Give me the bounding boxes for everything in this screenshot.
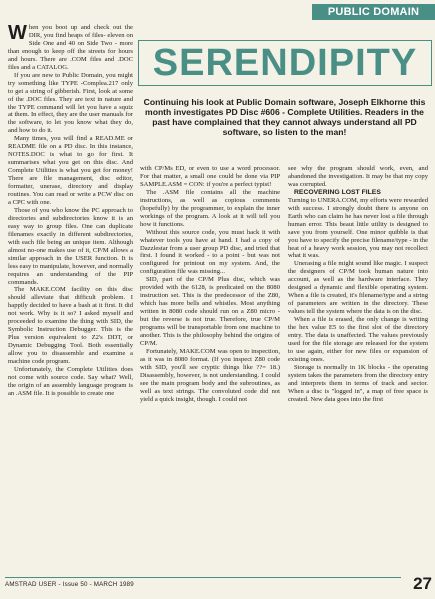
- right-paragraph: When a file is erased, the only change is writing the hex value E5 to the first slot of the directory entry. The data is unaffected. The values previously used for the file storage are released for the system to use again, either for new files or expansion of existing ones.: [288, 316, 428, 363]
- left-paragraph: The MAKE.COM facility on this disc should alleviate that difficult problem. I happily decided to have a bash at it first. It did not work. Why is it so? I asked myself and proceeded to examine the thing with SID, the Symbolic Instruction Debugger. This is the Plus version equivalent to Z2's DDT, or Dynamic Debugging Tool. Both essentially allow you to disassemble and examine a machine code program.: [8, 286, 133, 366]
- footer-issue-info: AMSTRAD USER - Issue 50 - MARCH 1989: [5, 581, 134, 588]
- title-box: [138, 40, 432, 86]
- section-tag: PUBLIC DOMAIN: [312, 4, 435, 20]
- footer-rule: [5, 577, 401, 578]
- left-paragraph: When you boot up and check out the DIR, you find heaps of files- eleven on Side One and 40 on Side Two - more than enough to keep off the streets for hours and hours. There are .COM files and .DOC files and a CATALOG.: [8, 24, 133, 71]
- middle-paragraph: SID, part of the CP/M Plus disc, which was provided with the 6128, is predicated on the 8080 instruction set. This is the predecessor of the Z80, which has more bells and whistles. Most anything written in 8080 code should run on a Z80 micro - but the reverse is not true. Therefore, true CP/M programs will be transportable from one machine to another. This is the philosophy behind the origins of CP/M.: [140, 276, 280, 347]
- article-title: SERENDIPITY: [152, 42, 418, 84]
- middle-column: [140, 165, 280, 565]
- middle-paragraph: Fortunately, MAKE.COM was open to inspection, as it was in 8080 format. (If you inspect Z80 code with SID, you'll see cryptic things like ??= 18.) Disassembly, however, is not understanding. I could see the main program body and the subroutines, as well as text strings. The convoluted code did not yield a quick insight, though. I could not: [140, 347, 280, 403]
- middle-paragraph: with CP/Ms ED, or even to use a word processor. For that matter, a small one could be done via PIP SAMPLE.ASM = CON: if you're a perfect typist!: [140, 165, 280, 188]
- middle-paragraph: Without this source code, you must hack it with whatever tools you have at hand. I had a copy of Dazzlestar from a user group PD disc, and tried that first. I found it worked - to a point - but was not configured for printout on my system. And, the configuration file was missing...: [140, 228, 280, 276]
- left-paragraph: If you are new to Public Domain, you might try something like TYPE -Complea.217 only to get a string of gibberish. First, look at some of the .DOC files. They are text in nature and the TYPE command will let you have a squiz at them. In effect, they are the user manuals for the software, to let you know what they do, and how to do it.: [8, 71, 133, 135]
- right-paragraph: Storage is normally in 1K blocks - the operating system takes the parameters from the directory entry and interprets them in terms of track and sector. When a disc is "logged in", a map of free space is created. New data goes into the first: [288, 363, 428, 403]
- right-paragraph: Turning to UNERA.COM, my efforts were rewarded with success. I strongly doubt there is anyone on Earth who can claim he has never lost a file through human error. This beaut little utility is designed to save you from yourself. One minor quibble is that you have to specify the precise filename/type - in the heat of a heavy work session, you may not recollect what it was.: [288, 196, 428, 260]
- drop-cap: W: [8, 24, 27, 44]
- left-paragraph: Those of you who know the PC approach to directories and subdirectories know it is an easy way to group files. One can duplicate filenames exactly in different subdirectories, with each file being an unique item. Although almost no-one makes use of it, CP/M allows a similar approach in the USER function. It is less easy to manipulate, however, and normally requires an understanding of the PIP commands.: [8, 206, 133, 286]
- left-paragraph: Unfortunately, the Complete Utilities does not come with source code. Say what? Well, the origin of an assembly language program is an .ASM file. It is possible to create one: [8, 365, 133, 397]
- right-paragraph: Unerasing a file might sound like magic. I suspect the designers of CP/M took human nature into account, as well as the hardware interface. They designed a dynamic and flexible operating system. When a file is created, it's filename/type and a string of parameters are written in the directory. These values tell the system where the data is on the disc.: [288, 260, 428, 316]
- standfirst: Continuing his look at Public Domain software, Joseph Elkhorne this month investigates PD Disc #606 - Complete Utilities. Readers in the past have complained that they cannot always understand all PD software, so listen to the man!: [143, 97, 426, 137]
- right-column: [288, 165, 428, 565]
- left-column: [8, 24, 133, 566]
- page-number: 27: [413, 574, 432, 593]
- left-paragraph: Many times, you will find a READ.ME or README file on a PD disc. In this instance, NOTES.DOC is what to go for first. It summarises what you get on this disc. And Complete Utilities is what you get for money! There are file management, disc editor, formatter, unerase, directory and display routines. You can read or write a PCW disc on a CPC with one.: [8, 135, 133, 206]
- right-paragraph: see why the program should work, even, and abandoned the investigation. It may be that my copy was corrupted.: [288, 165, 428, 188]
- middle-paragraph: The .ASM file contains all the machine instructions, as well as copious comments (hopefully) by the programmer, to explain the inner workings of the program. A look at it will tell you how it functions.: [140, 188, 280, 228]
- subheading: RECOVERING LOST FILES: [294, 188, 381, 196]
- page-header: [0, 0, 435, 22]
